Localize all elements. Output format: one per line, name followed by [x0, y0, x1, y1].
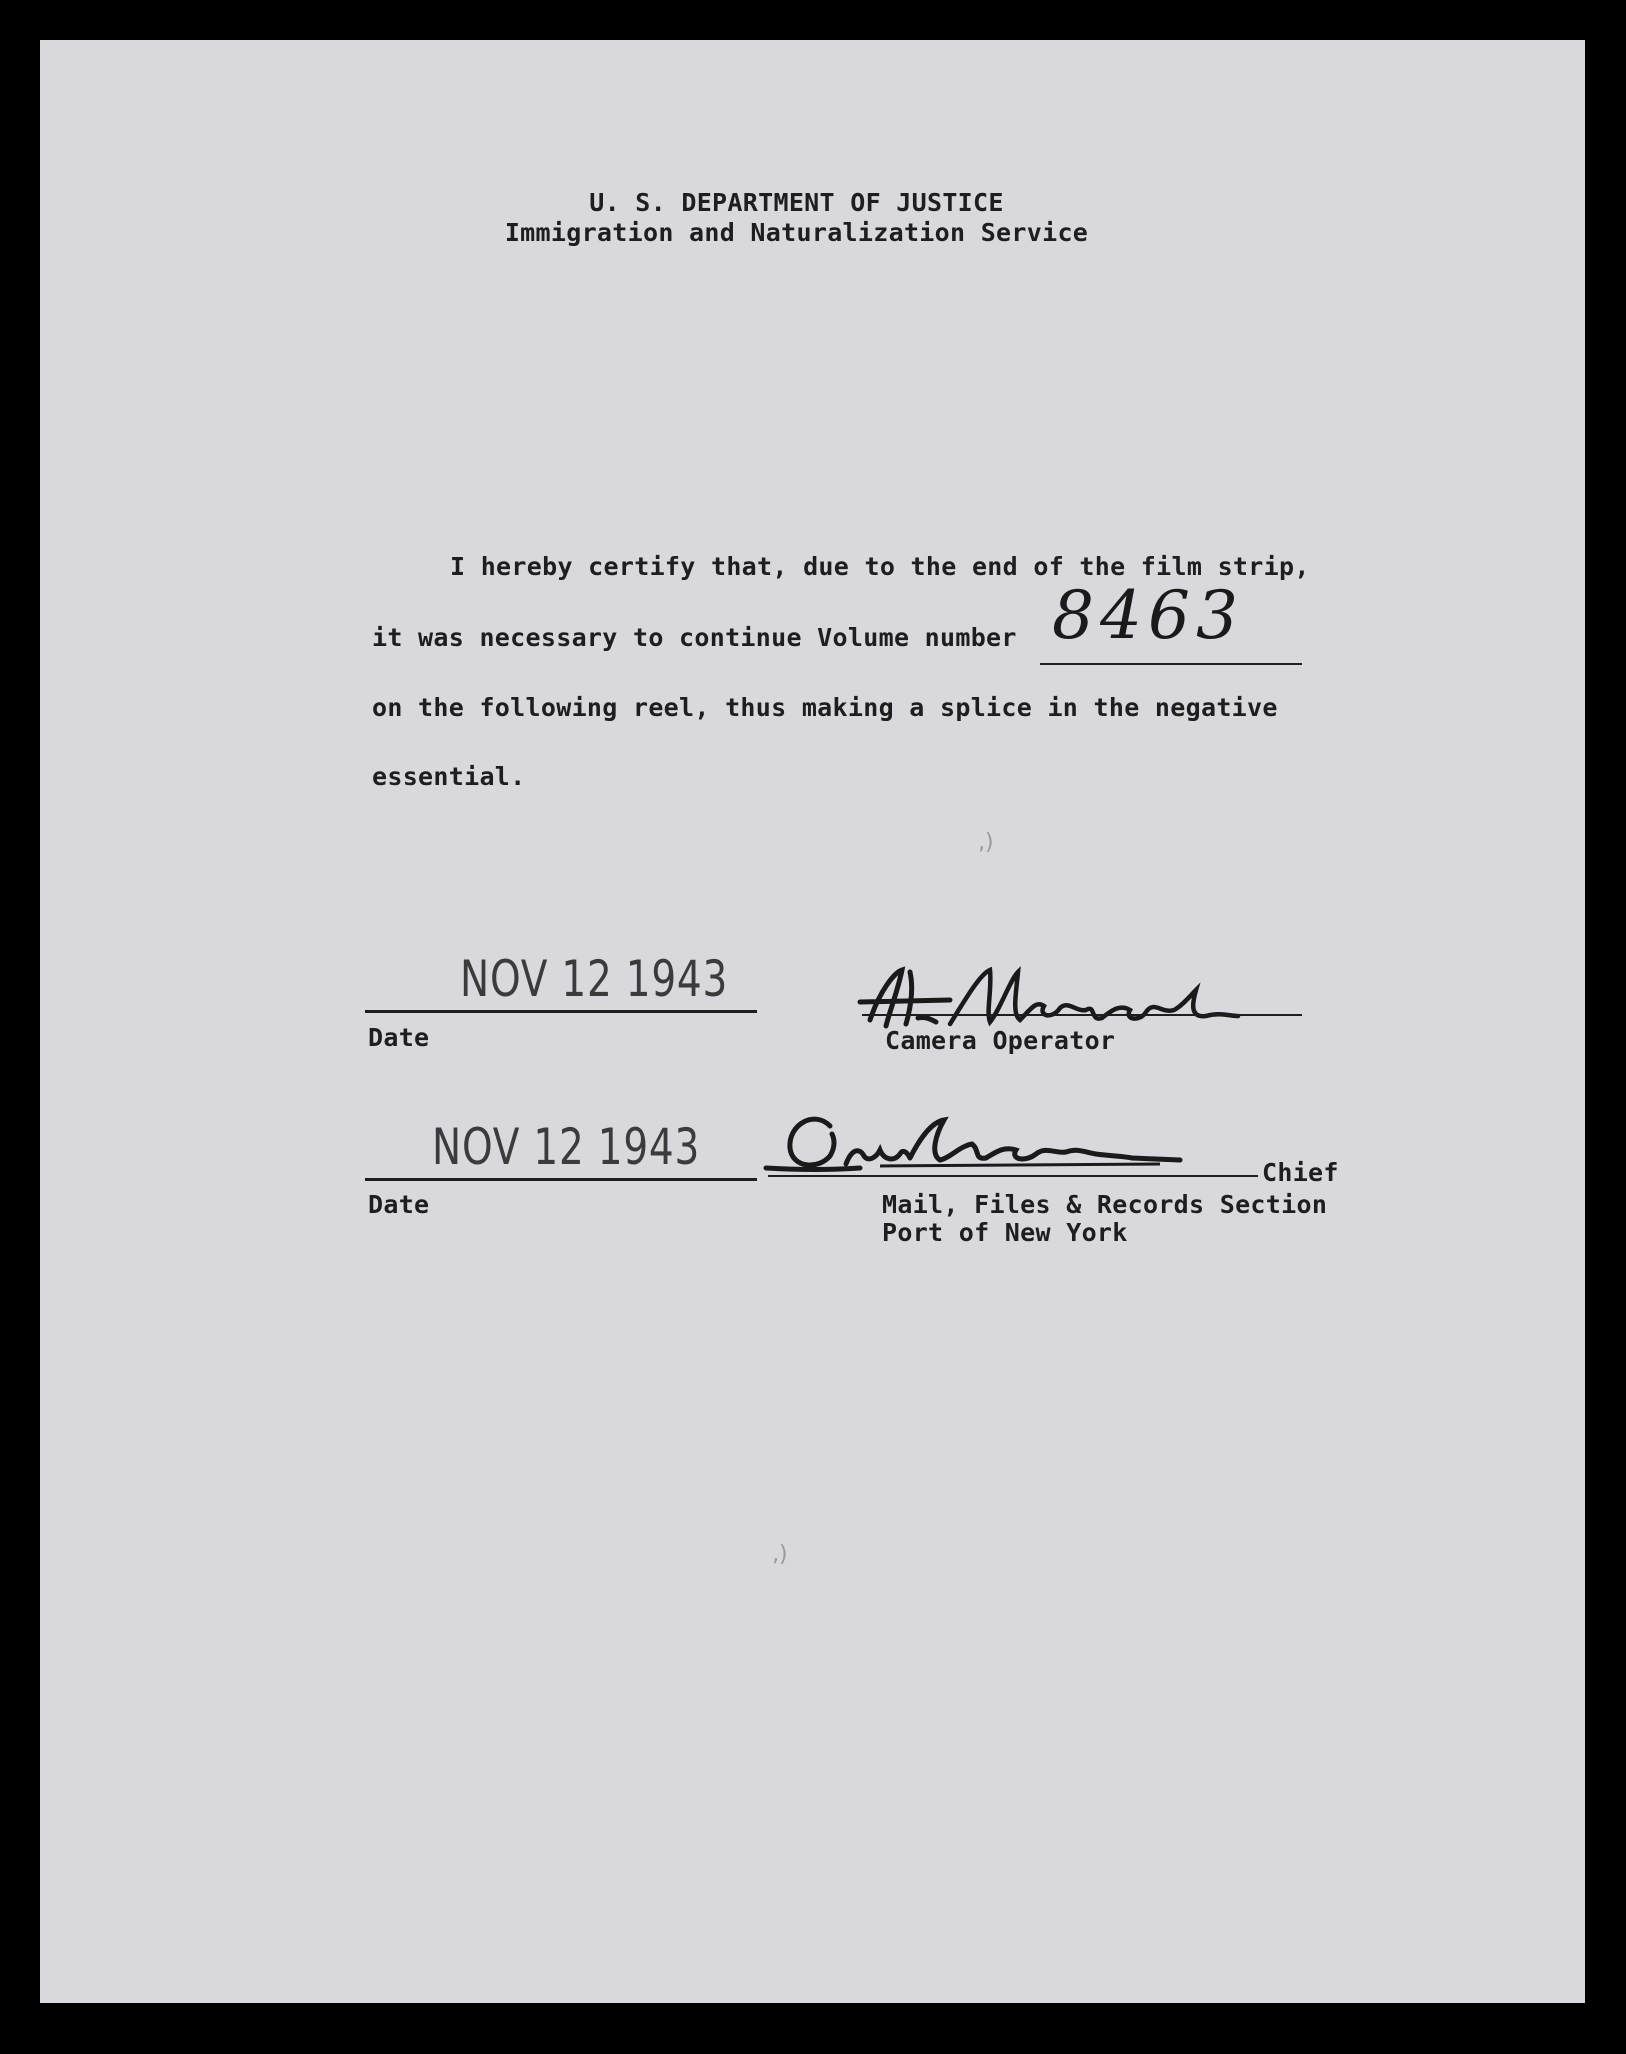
date-stamp-1: NOV 12 1943	[460, 950, 729, 1008]
paper-speck: ‚)	[978, 830, 994, 855]
date-label-1: Date	[368, 1023, 430, 1052]
header-service: Immigration and Naturalization Service	[504, 218, 1089, 247]
date-label-2: Date	[368, 1190, 430, 1219]
header-agency: U. S. DEPARTMENT OF JUSTICE	[589, 188, 1004, 217]
signature-line-1	[862, 1014, 1302, 1016]
body-line-3: on the following reel, thus making a splice in the negative	[372, 693, 1278, 722]
signature-line-2	[768, 1175, 1258, 1177]
port-label: Port of New York	[882, 1218, 1128, 1247]
volume-number-underline	[1040, 663, 1302, 665]
date-stamp-2: NOV 12 1943	[432, 1118, 701, 1176]
document-page	[40, 40, 1585, 2003]
body-line-1: I hereby certify that, due to the end of the film strip,	[450, 552, 1310, 581]
body-line-4: essential.	[372, 762, 526, 791]
section-label: Mail, Files & Records Section	[882, 1190, 1328, 1219]
date-line-2	[365, 1178, 757, 1181]
date-line-1	[365, 1010, 757, 1013]
body-line-2: it was necessary to continue Volume number	[372, 623, 1017, 652]
camera-operator-label: Camera Operator	[885, 1026, 1116, 1055]
volume-number-handwritten: 8463	[1052, 577, 1244, 654]
chief-label: Chief	[1262, 1158, 1339, 1187]
paper-speck: ‚)	[772, 1542, 788, 1567]
